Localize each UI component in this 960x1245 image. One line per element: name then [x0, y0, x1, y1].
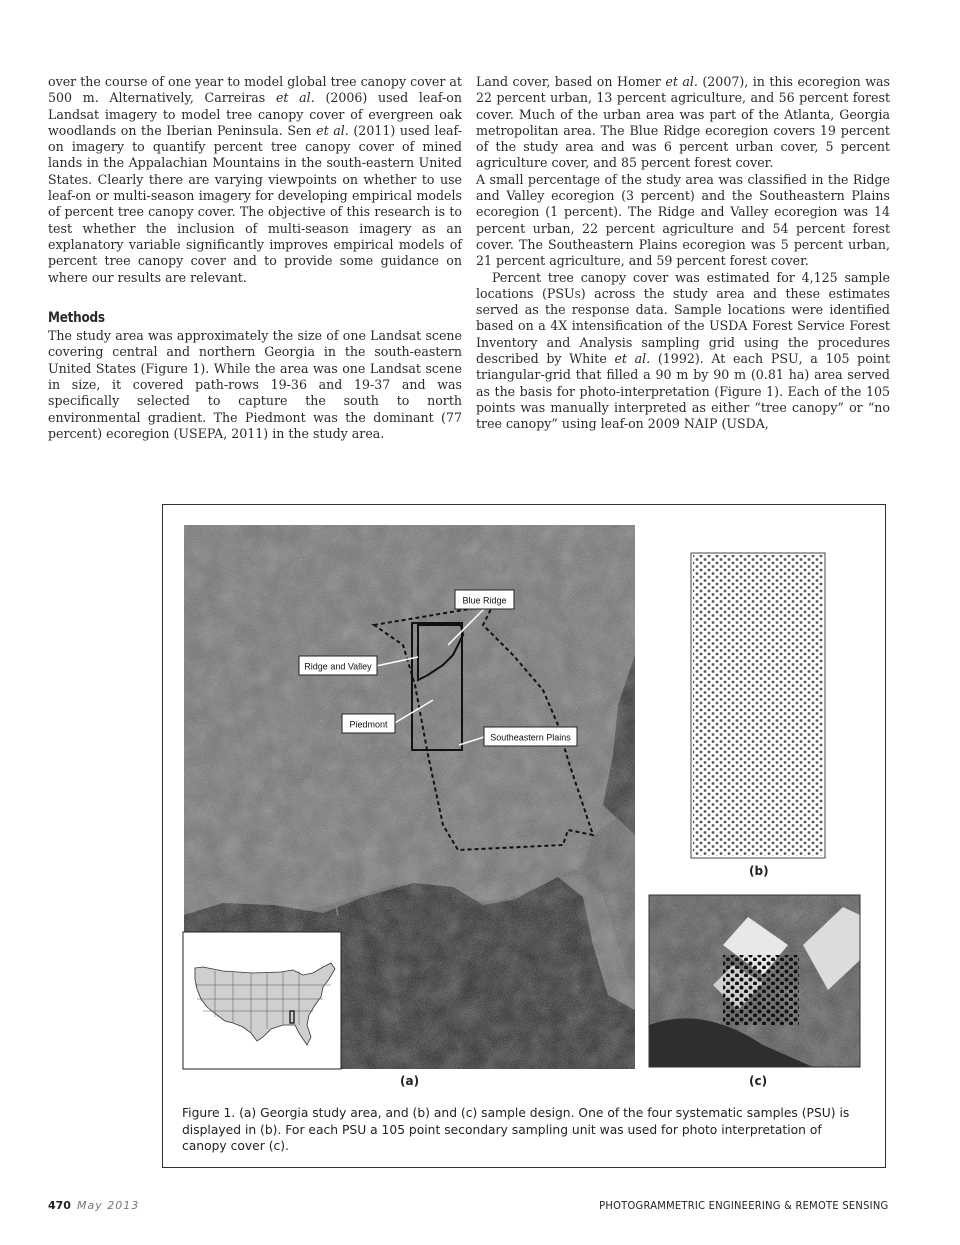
citation-italic: et al.: [665, 74, 698, 89]
citation-italic: et al.: [614, 351, 651, 367]
map-label-ridge-valley: Ridge and Valley: [304, 661, 372, 672]
body-paragraph: Land cover, based on Homer et al. (2007), in this ecoregion was 22 percent urban, 13 percent agriculture, and 56 percent forest cover. Much of the urban area was part of the Atlanta, Georgia metropolitan area. The Blue Ridge ecoregion covers 19 percent of the study area and was 6 percent urban cover, 5 percent agriculture cover, and 85 percent forest cover.: [476, 74, 890, 171]
secondary-sampling-unit-dots: [723, 955, 799, 1025]
right-text-column: [476, 74, 890, 433]
aerial-photo: [649, 895, 860, 1067]
citation-italic: et al.: [316, 122, 349, 138]
citation-italic: et al.: [275, 90, 315, 106]
page-number: 470: [48, 1199, 71, 1212]
body-paragraph: over the course of one year to model global tree canopy cover at 500 m. Alternatively, Carreiras et al. (2006) used leaf-on Landsat imagery to model tree canopy cover of evergreen oak woodlands on the Iberian Peninsula. Sen et al. (2011) used leaf-on imagery to quantify percent tree canopy cover of mined lands in the Appalachian Mountains in the south-eastern United States. Clearly there are varying viewpoints on whether to use leaf-on or multi-season imagery for developing empirical models of percent tree canopy cover. The objective of this research is to test whether the inclusion of multi-season imagery as an explanatory variable significantly improves empirical models of percent tree canopy cover and to provide some guidance on where our results are relevant.: [48, 74, 462, 285]
left-text-column: [48, 74, 462, 442]
us-inset-map: [183, 932, 341, 1069]
page-footer-left: [48, 1199, 139, 1212]
figure-1: [162, 504, 886, 1168]
journal-name: PHOTOGRAMMETRIC ENGINEERING & REMOTE SENSING: [598, 1199, 888, 1212]
body-paragraph: A small percentage of the study area was classified in the Ridge and Valley ecoregion (3 percent) and the Southeastern Plains ecoregion (1 percent). The Ridge and Valley ecoregion was 14 percent urban, 22 percent agriculture and 54 percent forest cover. The Southeastern Plains ecoregion was 5 percent urban, 21 percent agriculture, and 59 percent forest cover.: [476, 171, 890, 269]
figure-caption: Figure 1. (a) Georgia study area, and (b) and (c) sample design. One of the four systematic samples (PSU) is displayed in (b). For each PSU a 105 point secondary sampling unit was used for photo interpretation of canopy cover (c).: [182, 1106, 850, 1153]
figure-graphics: [163, 505, 885, 1167]
body-paragraph: The study area was approximately the size of one Landsat scene covering central and northern Georgia in the south-eastern United States (Figure 1). While the area was one Landsat scene in size, it covered path-rows 19-36 and 19-37 and was specifically selected to capture the south to north environmental gradient. The Piedmont was the dominant (77 percent) ecoregion (USEPA, 2011) in the study area.: [48, 328, 462, 441]
panel-label-c: (c): [749, 1074, 768, 1088]
map-label-blue-ridge: Blue Ridge: [462, 595, 507, 606]
issue-date: May 2013: [76, 1199, 140, 1212]
map-label-piedmont: Piedmont: [349, 719, 388, 730]
panel-label-a: (a): [400, 1074, 420, 1088]
section-heading-methods: Methods: [48, 309, 105, 326]
systematic-sample-grid: [691, 553, 825, 858]
panel-label-b: (b): [749, 864, 769, 878]
map-label-southeastern-plains: Southeastern Plains: [490, 732, 571, 743]
body-paragraph: Percent tree canopy cover was estimated for 4,125 sample locations (PSUs) across the study area and these estimates served as the response data. Sample locations were identified based on a 4X intensification of the USDA Forest Service Forest Inventory and Analysis sampling grid using the procedures described by White et al. (1992). At each PSU, a 105 point triangular-grid that filled a 90 m by 90 m (0.81 ha) area served as the basis for photo-interpretation (Figure 1). Each of the 105 points was manually interpreted as either “tree canopy” or “no tree canopy” using leaf-on 2009 NAIP (USDA,: [476, 269, 891, 432]
